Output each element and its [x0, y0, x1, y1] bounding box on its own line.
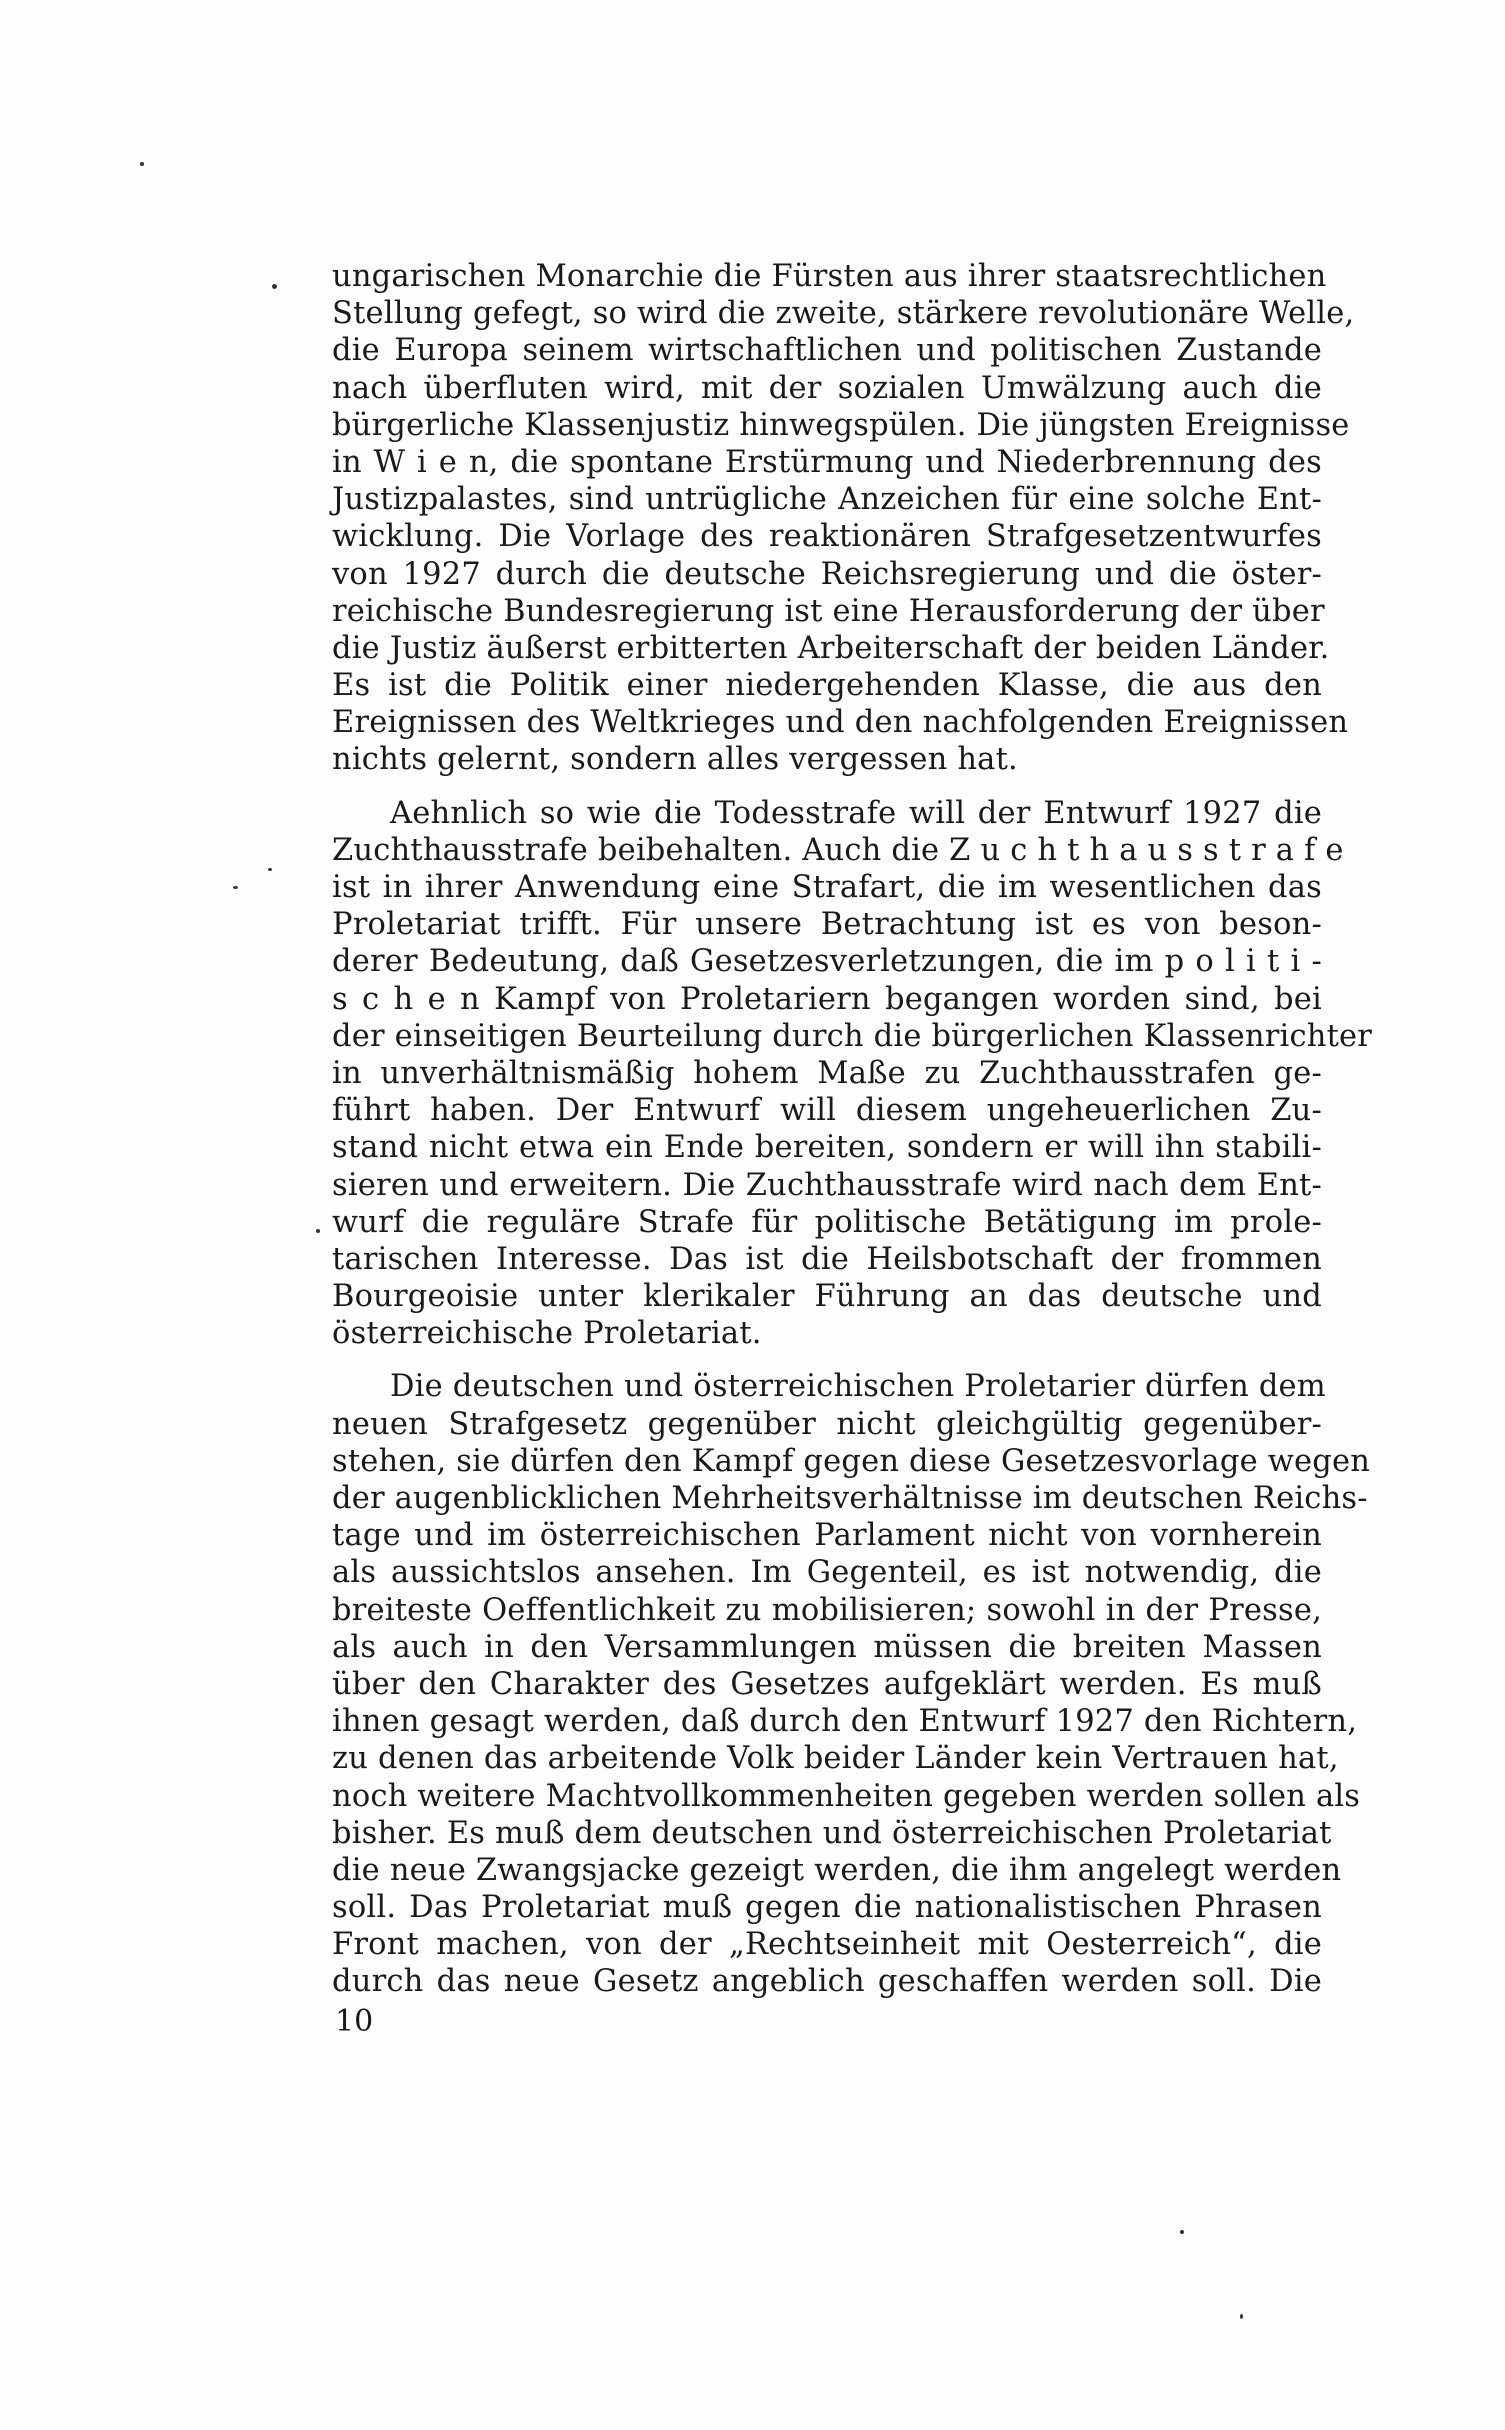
text-line: derer Bedeutung, daß Gesetzesverletzungen, die im p o l i t i - [332, 944, 1322, 980]
text-line: der einseitigen Beurteilung durch die bürgerlichen Klassenrichter [332, 1018, 1373, 1054]
text-line: österreichische Proletariat. [332, 1316, 762, 1352]
text-line: tage und im österreichischen Parlament nicht von vornherein [332, 1518, 1322, 1554]
text-line: der augenblicklichen Mehrheitsverhältnisse im deutschen Reichs- [332, 1481, 1368, 1516]
text-line: tarischen Interesse. Das ist die Heilsbotschaft der frommen [332, 1241, 1322, 1277]
text-line: Zuchthausstrafe beibehalten. Auch die Z u c h t h a u s s t r a f e [332, 832, 1344, 868]
page-number: 10 [335, 2004, 374, 2039]
text-line: Justizpalastes, sind untrügliche Anzeichen für eine solche Ent- [332, 482, 1322, 518]
paragraph [332, 1368, 1371, 2000]
text-line: die Justiz äußerst erbitterten Arbeiterschaft der beiden Länder. [332, 630, 1330, 666]
paragraph [332, 795, 1373, 1353]
scan-speck [1240, 2314, 1243, 2319]
text-line: neuen Strafgesetz gegenüber nicht gleichgültig gegenüber- [332, 1406, 1322, 1442]
text-line: soll. Das Proletariat muß gegen die nationalistischen Phrasen [332, 1890, 1322, 1926]
text-line: ist in ihrer Anwendung eine Strafart, die im wesentlichen das [332, 870, 1322, 905]
scan-speck [233, 886, 238, 889]
text-line: Proletariat trifft. Für unsere Betrachtung ist es von beson- [332, 907, 1322, 943]
text-line: die neue Zwangsjacke gezeigt werden, die ihm angelegt werden [332, 1852, 1342, 1888]
text-line: reichische Bundesregierung ist eine Herausforderung der über [332, 593, 1325, 629]
body-text [332, 258, 1373, 2001]
text-line: von 1927 durch die deutsche Reichsregierung und die öster- [332, 556, 1322, 592]
text-line: durch das neue Gesetz angeblich geschaffen werden soll. Die [332, 1964, 1322, 2000]
text-line: noch weitere Machtvollkommenheiten gegeben werden sollen als [332, 1778, 1361, 1814]
scan-speck [1180, 2230, 1184, 2234]
text-line: Aehnlich so wie die Todesstrafe will der Entwurf 1927 die [390, 795, 1322, 831]
text-line: wicklung. Die Vorlage des reaktionären Strafgesetzentwurfes [332, 519, 1322, 555]
text-line: Es ist die Politik einer niedergehenden Klasse, die aus den [332, 668, 1322, 704]
text-line: nichts gelernt, sondern alles vergessen hat. [332, 742, 1018, 778]
text-line: stehen, sie dürfen den Kampf gegen diese Gesetzesvorlage wegen [332, 1443, 1371, 1479]
text-line: wurf die reguläre Strafe für politische Betätigung im prole- [332, 1204, 1322, 1240]
text-line: führt haben. Der Entwurf will diesem ungeheuerlichen Zu- [332, 1093, 1322, 1129]
text-line: bisher. Es muß dem deutschen und österreichischen Proletariat [332, 1815, 1332, 1851]
text-line: die Europa seinem wirtschaftlichen und politischen Zustande [332, 333, 1322, 369]
text-line: sieren und erweitern. Die Zuchthausstrafe wird nach dem Ent- [332, 1167, 1322, 1203]
scan-speck [268, 868, 272, 871]
text-line: als auch in den Versammlungen müssen die breiten Massen [332, 1629, 1322, 1665]
text-line: Die deutschen und österreichischen Proletarier dürfen dem [390, 1369, 1326, 1405]
text-line: ihnen gesagt werden, daß durch den Entwurf 1927 den Richtern, [332, 1704, 1358, 1740]
text-line: in unverhältnismäßig hohem Maße zu Zuchthausstrafen ge- [332, 1055, 1322, 1091]
text-line: Front machen, von der „Rechtseinheit mit Oesterreich“, die [332, 1927, 1322, 1963]
text-line: Stellung gefegt, so wird die zweite, stärkere revolutionäre Welle, [332, 296, 1355, 332]
text-line: s c h e n Kampf von Proletariern begangen worden sind, bei [332, 981, 1322, 1017]
text-line: über den Charakter des Gesetzes aufgeklärt werden. Es muß [332, 1666, 1322, 1702]
text-line: bürgerliche Klassenjustiz hinwegspülen. Die jüngsten Ereignisse [332, 407, 1350, 443]
text-line: als aussichtslos ansehen. Im Gegenteil, es ist notwendig, die [332, 1555, 1322, 1591]
text-line: Bourgeoisie unter klerikaler Führung an das deutsche und [332, 1279, 1322, 1315]
text-line: zu denen das arbeitende Volk beider Länder kein Vertrauen hat, [332, 1741, 1339, 1777]
text-line: ungarischen Monarchie die Fürsten aus ihrer staatsrechtlichen [332, 259, 1327, 294]
paragraph [332, 258, 1355, 779]
scan-speck [316, 1229, 320, 1233]
text-line: nach überfluten wird, mit der sozialen Umwälzung auch die [332, 370, 1322, 406]
scan-speck [272, 284, 277, 289]
text-line: in W i e n, die spontane Erstürmung und Niederbrennung des [332, 444, 1322, 480]
text-line: stand nicht etwa ein Ende bereiten, sondern er will ihn stabili- [332, 1130, 1322, 1166]
text-line: breiteste Oeffentlichkeit zu mobilisieren; sowohl in der Presse, [332, 1592, 1322, 1628]
text-line: Ereignissen des Weltkrieges und den nachfolgenden Ereignissen [332, 705, 1349, 741]
scan-speck [140, 162, 144, 166]
